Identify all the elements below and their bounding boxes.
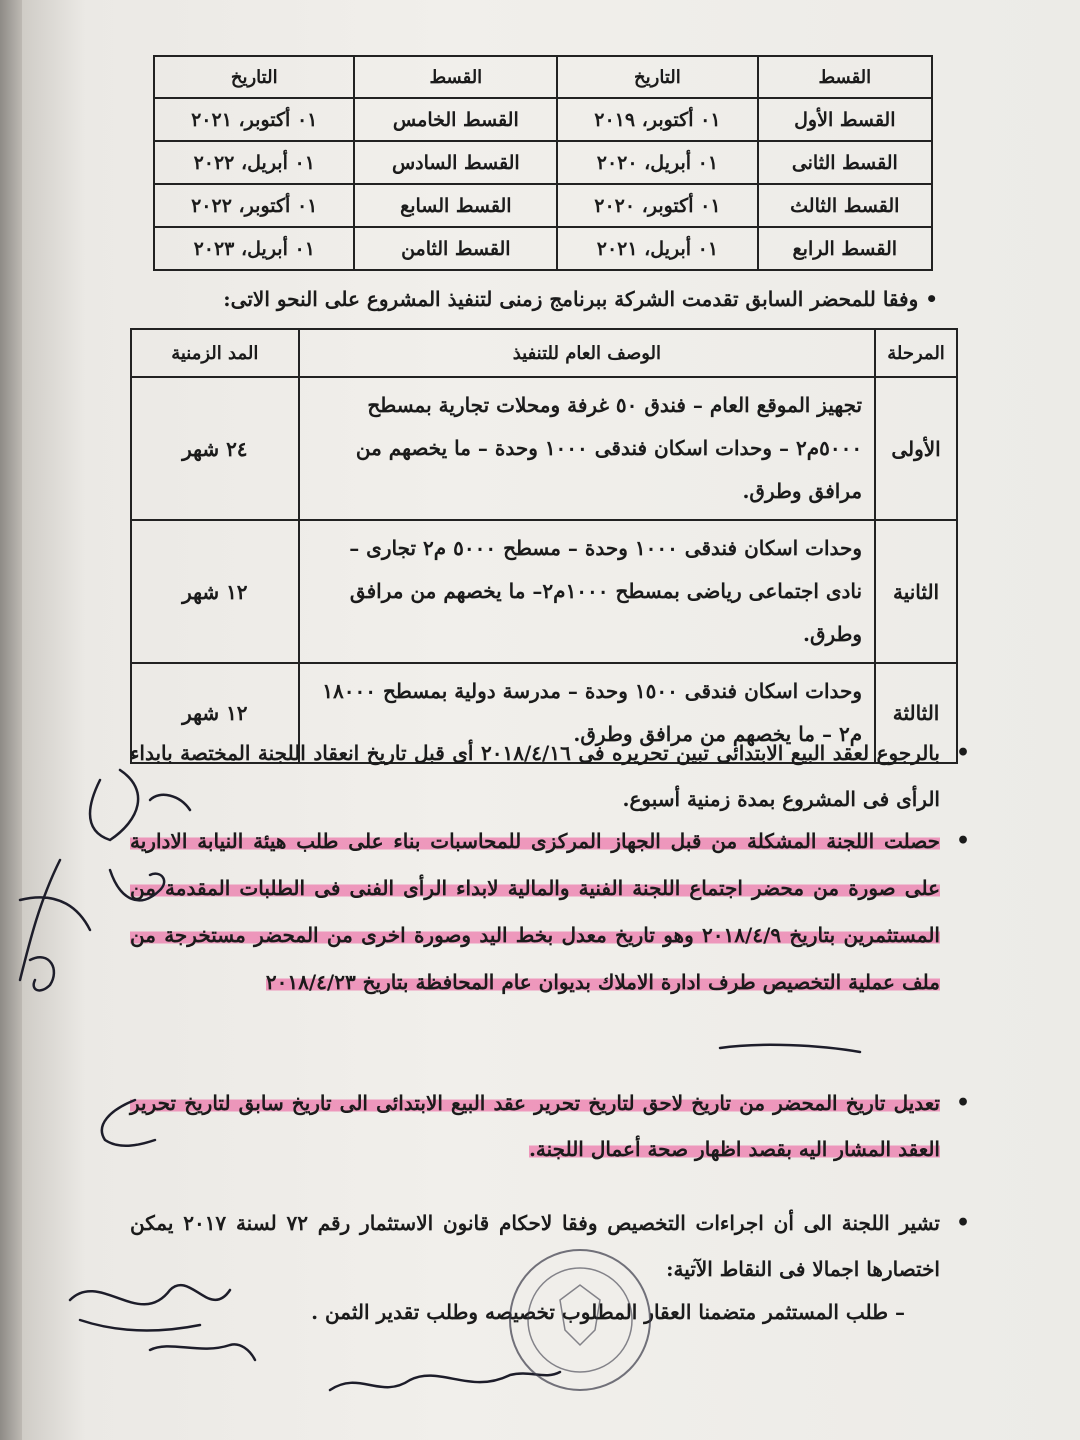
schedule-header-row: [131, 329, 957, 377]
header-date: التاريخ: [557, 56, 757, 98]
phase-duration: ١٢ شهر: [131, 520, 299, 663]
header-installment: القسط: [758, 56, 932, 98]
phase-duration: ١٢ شهر: [131, 663, 299, 763]
header-date: التاريخ: [154, 56, 354, 98]
table-row: [154, 98, 932, 141]
phase-name: الثالثة: [875, 663, 957, 763]
installment-date: ٠١ أبريل، ٢٠٢٣: [154, 227, 354, 270]
installment-date: ٠١ أكتوبر، ٢٠٢١: [154, 98, 354, 141]
header-phase: المرحلة: [875, 329, 957, 377]
bullet-text: تشير اللجنة الى أن اجراءات التخصيص وفقا لاحكام قانون الاستثمار رقم ٧٢ لسنة ٢٠١٧ يمكن اختصارها اجمالا فى النقاط الآتية:: [130, 1211, 940, 1281]
installment-date: ٠١ أبريل، ٢٠٢١: [557, 227, 757, 270]
header-duration: المد الزمنية: [131, 329, 299, 377]
table-row: [154, 227, 932, 270]
installment-name: القسط الأول: [758, 98, 932, 141]
installment-name: القسط السابع: [354, 184, 557, 227]
installment-date: ٠١ أكتوبر، ٢٠١٩: [557, 98, 757, 141]
schedule-intro: [223, 287, 938, 311]
installment-name: القسط الرابع: [758, 227, 932, 270]
installments-table: [153, 55, 933, 271]
bullet-committee-minutes: [130, 818, 970, 1006]
binding-edge: [0, 0, 22, 1440]
installments-header-row: [154, 56, 932, 98]
phase-description: وحدات اسكان فندقى ١٠٠٠ وحدة – مسطح ٥٠٠٠ م٢ تجارى – نادى اجتماعى رياضى بمسطح ١٠٠٠م٢– ما يخصهم من مرافق وطرق.: [299, 520, 875, 663]
schedule-table: [130, 328, 958, 764]
table-row: [131, 520, 957, 663]
header-description: الوصف العام للتنفيذ: [299, 329, 875, 377]
phase-name: الأولى: [875, 377, 957, 520]
bullet-dot: •: [918, 287, 938, 311]
bullet-sale-contract: [130, 730, 970, 822]
table-row: [154, 141, 932, 184]
installment-name: القسط السادس: [354, 141, 557, 184]
installment-name: القسط الثامن: [354, 227, 557, 270]
phase-description: وحدات اسكان فندقى ١٥٠٠ وحدة – مدرسة دولية بمسطح ١٨٠٠٠ م٢ – ما يخصهم من مرافق وطرق.: [299, 663, 875, 763]
phase-name: الثانية: [875, 520, 957, 663]
sub-item: – طلب المستثمر متضمنا العقار المطلوب تخصيصه وطلب تقدير الثمن .: [311, 1300, 905, 1324]
table-row: [154, 184, 932, 227]
installment-date: ٠١ أبريل، ٢٠٢٠: [557, 141, 757, 184]
schedule-intro-text: وفقا للمحضر السابق تقدمت الشركة ببرنامج زمنى لتنفيذ المشروع على النحو الاتى:: [223, 287, 919, 311]
phase-description: تجهيز الموقع العام – فندق ٥٠ غرفة ومحلات تجارية بمسطح ٥٠٠٠م٢ – وحدات اسكان فندقى ١٠٠٠ وحدة – ما يخصهم من مرافق وطرق.: [299, 377, 875, 520]
highlighted-text: تعديل تاريخ المحضر من تاريخ لاحق لتاريخ تحرير عقد البيع الابتدائى الى تاريخ سابق لتاريخ تحرير العقد المشار اليه بقصد اظهار صحة أعمال اللجنة.: [130, 1091, 940, 1161]
installment-date: ٠١ أكتوبر، ٢٠٢٠: [557, 184, 757, 227]
bullet-date-modification: [130, 1080, 970, 1172]
installment-name: القسط الثانى: [758, 141, 932, 184]
installment-date: ٠١ أكتوبر، ٢٠٢٢: [154, 184, 354, 227]
installment-date: ٠١ أبريل، ٢٠٢٢: [154, 141, 354, 184]
highlighted-text: حصلت اللجنة المشكلة من قبل الجهاز المركزى للمحاسبات بناء على طلب هيئة النيابة الادارية على صورة من محضر اجتماع اللجنة الفنية والمالية لابداء الرأى الفنى فى الطلبات المقدمة من المستثمرين بتاريخ ٢٠١٨/٤/٩ وهو تاريخ معدل بخط اليد وصورة اخرى من المحضر مستخرجة من ملف عملية التخصيص طرف ادارة الاملاك بديوان عام المحافظة بتاريخ ٢٠١٨/٤/٢٣: [130, 829, 940, 994]
bullet-allocation-procedures: [130, 1200, 970, 1292]
installment-name: القسط الخامس: [354, 98, 557, 141]
installment-name: القسط الثالث: [758, 184, 932, 227]
phase-duration: ٢٤ شهر: [131, 377, 299, 520]
header-installment: القسط: [354, 56, 557, 98]
table-row: [131, 377, 957, 520]
bullet-text: بالرجوع لعقد البيع الابتدائى تبين تحريره فى ٢٠١٨/٤/١٦ أى قبل تاريخ انعقاد اللجنة المختصة بابداء الرأى فى المشروع بمدة زمنية أسبوع.: [130, 741, 940, 811]
